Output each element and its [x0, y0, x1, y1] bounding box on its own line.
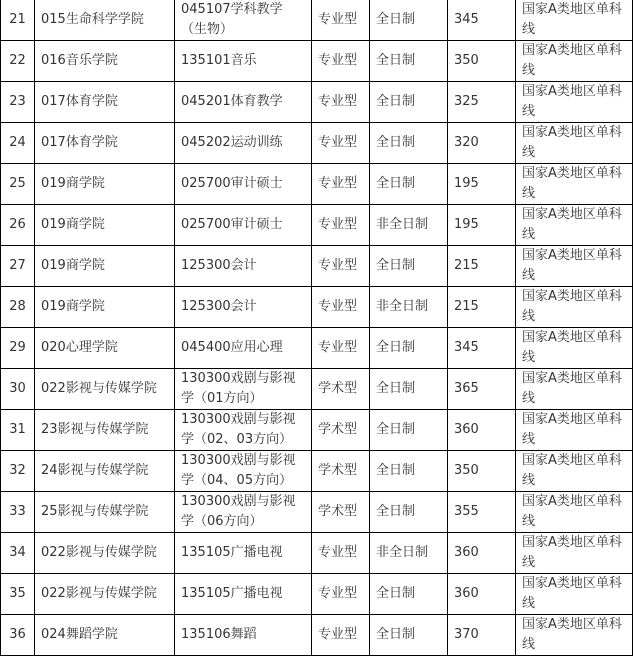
major-cell: 135106舞蹈 [175, 615, 312, 656]
table-row [1, 410, 633, 451]
row-number-cell: 22 [1, 41, 35, 82]
score-cell: 345 [448, 0, 516, 41]
score-cell: 350 [448, 41, 516, 82]
table-row [1, 164, 633, 205]
major-cell: 025700审计硕士 [175, 164, 312, 205]
table-row [1, 246, 633, 287]
college-cell: 019商学院 [35, 287, 175, 328]
subject-line-cell: 国家A类地区单科线 [516, 0, 633, 41]
subject-line-cell: 国家A类地区单科线 [516, 123, 633, 164]
study-mode-cell: 全日制 [370, 41, 448, 82]
table-row [1, 369, 633, 410]
subject-line-cell: 国家A类地区单科线 [516, 205, 633, 246]
college-cell: 024舞蹈学院 [35, 615, 175, 656]
row-number-cell: 31 [1, 410, 35, 451]
degree-type-cell: 专业型 [312, 41, 370, 82]
row-number-cell: 27 [1, 246, 35, 287]
degree-type-cell: 学术型 [312, 410, 370, 451]
study-mode-cell: 全日制 [370, 246, 448, 287]
subject-line-cell: 国家A类地区单科线 [516, 451, 633, 492]
subject-line-cell: 国家A类地区单科线 [516, 533, 633, 574]
college-cell: 017体育学院 [35, 123, 175, 164]
college-cell: 022影视与传媒学院 [35, 574, 175, 615]
college-cell: 23影视与传媒学院 [35, 410, 175, 451]
degree-type-cell: 专业型 [312, 123, 370, 164]
degree-type-cell: 专业型 [312, 246, 370, 287]
degree-type-cell: 专业型 [312, 82, 370, 123]
subject-line-cell: 国家A类地区单科线 [516, 410, 633, 451]
row-number-cell: 25 [1, 164, 35, 205]
college-cell: 019商学院 [35, 246, 175, 287]
table-row [1, 615, 633, 656]
college-cell: 020心理学院 [35, 328, 175, 369]
degree-type-cell: 专业型 [312, 328, 370, 369]
score-cell: 370 [448, 615, 516, 656]
degree-type-cell: 学术型 [312, 451, 370, 492]
major-cell: 135101音乐 [175, 41, 312, 82]
study-mode-cell: 非全日制 [370, 533, 448, 574]
college-cell: 022影视与传媒学院 [35, 369, 175, 410]
degree-type-cell: 专业型 [312, 615, 370, 656]
degree-type-cell: 专业型 [312, 164, 370, 205]
major-cell: 130300戏剧与影视学（02、03方向） [175, 410, 312, 451]
row-number-cell: 30 [1, 369, 35, 410]
table-row [1, 492, 633, 533]
degree-type-cell: 专业型 [312, 287, 370, 328]
study-mode-cell: 非全日制 [370, 287, 448, 328]
row-number-cell: 36 [1, 615, 35, 656]
row-number-cell: 35 [1, 574, 35, 615]
major-cell: 130300戏剧与影视学（04、05方向） [175, 451, 312, 492]
table-row [1, 328, 633, 369]
score-cell: 320 [448, 123, 516, 164]
table-row [1, 41, 633, 82]
subject-line-cell: 国家A类地区单科线 [516, 369, 633, 410]
major-cell: 130300戏剧与影视学（06方向） [175, 492, 312, 533]
subject-line-cell: 国家A类地区单科线 [516, 287, 633, 328]
major-cell: 130300戏剧与影视学（01方向） [175, 369, 312, 410]
table-row [1, 82, 633, 123]
study-mode-cell: 非全日制 [370, 205, 448, 246]
study-mode-cell: 全日制 [370, 492, 448, 533]
subject-line-cell: 国家A类地区单科线 [516, 41, 633, 82]
score-cell: 195 [448, 205, 516, 246]
row-number-cell: 28 [1, 287, 35, 328]
subject-line-cell: 国家A类地区单科线 [516, 246, 633, 287]
score-cell: 350 [448, 451, 516, 492]
subject-line-cell: 国家A类地区单科线 [516, 574, 633, 615]
table-row [1, 0, 633, 41]
row-number-cell: 29 [1, 328, 35, 369]
table-row [1, 205, 633, 246]
college-cell: 017体育学院 [35, 82, 175, 123]
study-mode-cell: 全日制 [370, 82, 448, 123]
study-mode-cell: 全日制 [370, 574, 448, 615]
score-cell: 345 [448, 328, 516, 369]
subject-line-cell: 国家A类地区单科线 [516, 615, 633, 656]
score-cell: 360 [448, 574, 516, 615]
table-row [1, 574, 633, 615]
major-cell: 045400应用心理 [175, 328, 312, 369]
score-cell: 215 [448, 287, 516, 328]
major-cell: 125300会计 [175, 246, 312, 287]
subject-line-cell: 国家A类地区单科线 [516, 82, 633, 123]
subject-line-cell: 国家A类地区单科线 [516, 164, 633, 205]
score-cell: 325 [448, 82, 516, 123]
table-body [1, 0, 633, 656]
major-cell: 045107学科教学（生物） [175, 0, 312, 41]
study-mode-cell: 全日制 [370, 0, 448, 41]
row-number-cell: 34 [1, 533, 35, 574]
major-cell: 045202运动训练 [175, 123, 312, 164]
college-cell: 022影视与传媒学院 [35, 533, 175, 574]
row-number-cell: 23 [1, 82, 35, 123]
college-cell: 019商学院 [35, 164, 175, 205]
table-row [1, 123, 633, 164]
major-cell: 125300会计 [175, 287, 312, 328]
degree-type-cell: 专业型 [312, 205, 370, 246]
college-cell: 24影视与传媒学院 [35, 451, 175, 492]
college-cell: 019商学院 [35, 205, 175, 246]
college-cell: 016音乐学院 [35, 41, 175, 82]
study-mode-cell: 全日制 [370, 369, 448, 410]
major-cell: 135105广播电视 [175, 533, 312, 574]
score-cell: 365 [448, 369, 516, 410]
study-mode-cell: 全日制 [370, 164, 448, 205]
row-number-cell: 24 [1, 123, 35, 164]
college-cell: 015生命科学学院 [35, 0, 175, 41]
major-cell: 135105广播电视 [175, 574, 312, 615]
subject-line-cell: 国家A类地区单科线 [516, 328, 633, 369]
major-cell: 045201体育教学 [175, 82, 312, 123]
table-row [1, 451, 633, 492]
degree-type-cell: 学术型 [312, 369, 370, 410]
row-number-cell: 26 [1, 205, 35, 246]
score-cell: 360 [448, 410, 516, 451]
row-number-cell: 33 [1, 492, 35, 533]
score-cell: 215 [448, 246, 516, 287]
score-cell: 360 [448, 533, 516, 574]
score-cell: 195 [448, 164, 516, 205]
degree-type-cell: 学术型 [312, 492, 370, 533]
major-cell: 025700审计硕士 [175, 205, 312, 246]
college-cell: 25影视与传媒学院 [35, 492, 175, 533]
degree-type-cell: 专业型 [312, 533, 370, 574]
study-mode-cell: 全日制 [370, 410, 448, 451]
study-mode-cell: 全日制 [370, 615, 448, 656]
subject-line-cell: 国家A类地区单科线 [516, 492, 633, 533]
study-mode-cell: 全日制 [370, 123, 448, 164]
degree-type-cell: 专业型 [312, 574, 370, 615]
table-row [1, 533, 633, 574]
table-row [1, 287, 633, 328]
score-cell: 355 [448, 492, 516, 533]
degree-type-cell: 专业型 [312, 0, 370, 41]
study-mode-cell: 全日制 [370, 328, 448, 369]
study-mode-cell: 全日制 [370, 451, 448, 492]
row-number-cell: 32 [1, 451, 35, 492]
row-number-cell: 21 [1, 0, 35, 41]
